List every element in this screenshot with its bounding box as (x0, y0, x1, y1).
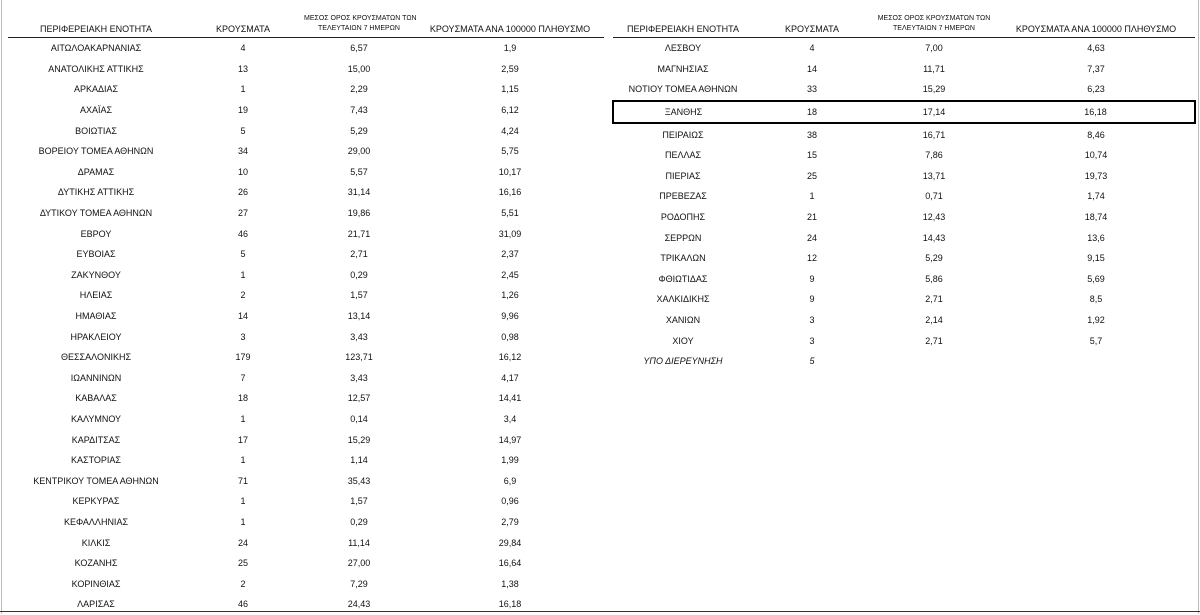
per-100k-cell: 10,74 (1084, 150, 1108, 161)
cases-cell: 38 (806, 129, 817, 140)
table-row (613, 38, 1195, 59)
per-100k-cell: 16,16 (498, 187, 522, 198)
region-cell: ΚΙΛΚΙΣ (81, 537, 111, 548)
region-cell: ΚΟΡΙΝΘΙΑΣ (71, 578, 121, 589)
cases-cell: 71 (237, 475, 248, 486)
region-cell: ΒΟΙΩΤΙΑΣ (75, 125, 117, 136)
cases-cell: 46 (237, 599, 248, 610)
region-cell: ΔΥΤΙΚΟΥ ΤΟΜΕΑ ΑΘΗΝΩΝ (39, 208, 153, 219)
region-cell: ΡΟΔΟΠΗΣ (660, 212, 706, 223)
avg-7day-cell: 16,71 (922, 129, 946, 140)
per-100k-cell: 4,63 (1087, 43, 1105, 54)
cases-cell: 1 (240, 496, 246, 507)
avg-7day-cell: 7,29 (350, 578, 368, 589)
cases-cell: 9 (809, 273, 815, 284)
region-cell: ΑΧΑΪΑΣ (79, 105, 113, 116)
per-100k-header: ΚΡΟΥΣΜΑΤΑ ΑΝΑ 100000 ΠΛΗΘΥΣΜΟ (997, 14, 1195, 38)
table-row (613, 330, 1195, 351)
region-cell: ΚΑΡΔΙΤΣΑΣ (71, 434, 121, 445)
table-row (8, 141, 604, 162)
region-cell: ΚΑΛΥΜΝΟΥ (70, 413, 122, 424)
table-row (8, 470, 604, 491)
region-cell: ΝΟΤΙΟΥ ΤΟΜΕΑ ΑΘΗΝΩΝ (628, 84, 738, 95)
per-100k-cell: 8,46 (1087, 129, 1105, 140)
table-row (613, 351, 1195, 372)
avg-7day-cell: 0,71 (925, 191, 943, 202)
avg-7day-cell: 17,14 (871, 101, 997, 124)
cases-cell: 33 (806, 84, 817, 95)
region-header: ΠΕΡΙΦΕΡΕΙΑΚΗ ΕΝΟΤΗΤΑ (8, 14, 184, 38)
avg-7day-cell: 11,71 (923, 63, 945, 74)
per-100k-cell: 1,26 (501, 290, 519, 301)
per-100k-cell: 6,23 (1087, 84, 1105, 95)
region-cell: ΗΜΑΘΙΑΣ (75, 311, 117, 322)
per-100k-cell: 5,69 (1087, 273, 1105, 284)
table-row (8, 162, 604, 183)
per-100k-cell: 2,37 (501, 249, 519, 260)
avg-7day-cell: 1,57 (350, 496, 368, 507)
region-header: ΠΕΡΙΦΕΡΕΙΑΚΗ ΕΝΟΤΗΤΑ (613, 14, 753, 38)
avg-7day-cell: 5,29 (350, 125, 368, 136)
region-cell: ΚΟΖΑΝΗΣ (74, 558, 118, 569)
avg-7day-cell: 7,00 (925, 43, 943, 54)
table-row (8, 265, 604, 286)
cases-cell: 1 (240, 269, 246, 280)
bottom-rule (0, 611, 1200, 612)
cases-cell: 1 (809, 191, 815, 202)
table-row (8, 429, 604, 450)
per-100k-cell: 1,9 (503, 43, 517, 54)
cases-cell: 1 (240, 413, 246, 424)
per-100k-cell: 5,75 (501, 146, 519, 157)
cases-cell: 15 (806, 150, 817, 161)
avg-7day-cell: 15,00 (347, 63, 371, 74)
per-100k-cell: 5,51 (501, 208, 519, 219)
avg-header-line1: ΜΕΣΟΣ ΟΡΟΣ ΚΡΟΥΣΜΑΤΩΝ ΤΩΝ (877, 15, 991, 22)
region-cell: ΠΕΙΡΑΙΩΣ (662, 129, 704, 140)
region-cell: ΚΑΣΤΟΡΙΑΣ (71, 455, 121, 466)
per-100k-cell: 14,41 (498, 393, 522, 404)
region-cell: ΠΕΛΛΑΣ (664, 150, 702, 161)
table-row (8, 512, 604, 533)
cases-cell: 2 (240, 290, 246, 301)
region-cell: ΚΕΡΚΥΡΑΣ (72, 496, 120, 507)
per-100k-cell (997, 351, 1195, 372)
table-row (8, 59, 604, 80)
region-cell: ΚΑΒΑΛΑΣ (75, 393, 117, 404)
cases-cell: 46 (237, 228, 248, 239)
region-cell: ΔΡΑΜΑΣ (77, 166, 115, 177)
cases-cell: 27 (237, 208, 248, 219)
avg-7day-cell: 7,86 (925, 150, 943, 161)
table-row (8, 491, 604, 512)
avg-7day-cell: 2,71 (925, 294, 943, 305)
table-row (613, 123, 1195, 145)
region-cell: ΛΕΣΒΟΥ (664, 43, 702, 54)
region-cell: ΠΡΕΒΕΖΑΣ (659, 191, 707, 202)
cases-cell: 3 (809, 315, 815, 326)
table-row (613, 145, 1195, 166)
per-100k-header: ΚΡΟΥΣΜΑΤΑ ΑΝΑ 100000 ΠΛΗΘΥΣΜΟ (416, 14, 604, 38)
per-100k-cell: 7,37 (1087, 63, 1105, 74)
region-cell: ΕΒΡΟΥ (80, 228, 112, 239)
cases-cell: 18 (237, 393, 248, 404)
cases-cell: 13 (237, 63, 248, 74)
left-cases-table (8, 14, 604, 615)
avg-7day-cell: 29,00 (347, 146, 371, 157)
per-100k-cell: 29,84 (498, 537, 522, 548)
avg-7day-header (871, 14, 997, 38)
per-100k-cell: 0,96 (501, 496, 519, 507)
cases-header: ΚΡΟΥΣΜΑΤΑ (753, 14, 871, 38)
table-row (8, 532, 604, 553)
per-100k-cell: 1,38 (501, 578, 519, 589)
table-row (613, 227, 1195, 248)
avg-7day-cell: 1,57 (350, 290, 368, 301)
avg-7day-cell: 2,14 (925, 315, 943, 326)
cases-cell: 26 (237, 187, 248, 198)
avg-7day-cell: 0,29 (350, 269, 368, 280)
table-row (613, 166, 1195, 187)
region-cell: ΚΕΦΑΛΛΗΝΙΑΣ (63, 516, 129, 527)
avg-7day-cell: 19,86 (347, 208, 371, 219)
region-cell: ΖΑΚΥΝΘΟΥ (71, 269, 121, 280)
avg-7day-cell: 5,57 (350, 166, 368, 177)
region-cell: ΛΑΡΙΣΑΣ (77, 599, 115, 610)
region-cell: ΣΕΡΡΩΝ (664, 232, 702, 243)
per-100k-cell: 3,4 (503, 413, 517, 424)
table-row (8, 244, 604, 265)
table-row (8, 573, 604, 594)
region-cell: ΧΑΝΙΩΝ (665, 315, 701, 326)
avg-7day-cell: 15,29 (347, 434, 371, 445)
per-100k-cell: 1,74 (1087, 191, 1105, 202)
region-cell: ΕΥΒΟΙΑΣ (76, 249, 116, 260)
cases-header: ΚΡΟΥΣΜΑΤΑ (184, 14, 302, 38)
region-cell: ΘΕΣΣΑΛΟΝΙΚΗΣ (60, 352, 132, 363)
cases-cell: 9 (809, 294, 815, 305)
avg-7day-header (302, 14, 416, 38)
avg-7day-cell: 13,14 (347, 311, 371, 322)
region-cell: ΤΡΙΚΑΛΩΝ (660, 253, 706, 264)
per-100k-cell: 16,18 (997, 101, 1195, 124)
per-100k-cell: 1,92 (1087, 315, 1105, 326)
avg-7day-cell: 123,71 (345, 352, 373, 363)
per-100k-cell: 6,9 (503, 475, 517, 486)
table-row (8, 100, 604, 121)
right-table-body (613, 38, 1195, 372)
table-row (8, 203, 604, 224)
table-row (8, 409, 604, 430)
avg-7day-cell: 27,00 (347, 558, 371, 569)
avg-7day-cell: 2,71 (350, 249, 368, 260)
left-table-body (8, 38, 604, 615)
table-row (8, 79, 604, 100)
per-100k-cell: 2,59 (501, 63, 519, 74)
avg-7day-cell: 24,43 (347, 599, 371, 610)
region-cell: ΦΘΙΩΤΙΔΑΣ (658, 273, 708, 284)
cases-cell: 17 (237, 434, 248, 445)
table-row (8, 388, 604, 409)
avg-7day-cell: 35,43 (347, 475, 371, 486)
region-cell: ΗΛΕΙΑΣ (79, 290, 113, 301)
table-row (8, 368, 604, 389)
per-100k-cell: 16,12 (498, 352, 522, 363)
cases-cell: 179 (235, 352, 251, 363)
avg-7day-cell: 0,29 (350, 516, 368, 527)
per-100k-cell: 31,09 (498, 228, 522, 239)
avg-header-line2: ΤΕΛΕΥΤΑΙΩΝ 7 ΗΜΕΡΩΝ (893, 25, 975, 32)
per-100k-cell: 9,96 (501, 311, 519, 322)
avg-7day-cell: 2,71 (925, 335, 943, 346)
per-100k-cell: 0,98 (501, 331, 519, 342)
table-row (8, 347, 604, 368)
avg-header-line1: ΜΕΣΟΣ ΟΡΟΣ ΚΡΟΥΣΜΑΤΩΝ ΤΩΝ (304, 15, 417, 22)
cases-cell: 1 (240, 455, 246, 466)
per-100k-cell: 2,79 (501, 516, 519, 527)
avg-7day-cell: 13,71 (922, 170, 946, 181)
avg-7day-cell: 5,86 (925, 273, 943, 284)
cases-cell: 5 (240, 125, 246, 136)
cases-cell: 34 (237, 146, 248, 157)
region-cell: ΑΡΚΑΔΙΑΣ (73, 84, 119, 95)
avg-7day-cell: 3,43 (350, 372, 368, 383)
region-cell: ΧΑΛΚΙΔΙΚΗΣ (656, 294, 710, 305)
per-100k-cell: 13,6 (1087, 232, 1105, 243)
cases-cell: 5 (809, 356, 815, 367)
per-100k-cell: 4,24 (501, 125, 519, 136)
region-cell: ΗΡΑΚΛΕΙΟΥ (70, 331, 122, 342)
per-100k-cell: 18,74 (1084, 212, 1108, 223)
table-row (8, 223, 604, 244)
region-cell: ΞΑΝΘΗΣ (613, 101, 753, 124)
right-cases-table (612, 14, 1196, 372)
region-cell: ΜΑΓΝΗΣΙΑΣ (657, 63, 709, 74)
avg-7day-cell: 7,43 (350, 105, 368, 116)
table-row (613, 269, 1195, 290)
avg-7day-cell: 31,14 (347, 187, 371, 198)
table-row (8, 450, 604, 471)
region-cell: ΧΙΟΥ (672, 335, 694, 346)
region-cell: ΑΝΑΤΟΛΙΚΗΣ ΑΤΤΙΚΗΣ (48, 63, 144, 74)
per-100k-cell: 16,64 (498, 558, 522, 569)
cases-cell: 12 (806, 253, 817, 264)
table-row (613, 59, 1195, 80)
cases-cell: 21 (806, 212, 817, 223)
cases-cell: 2 (240, 578, 246, 589)
cases-cell: 3 (240, 331, 246, 342)
avg-7day-cell: 14,43 (922, 232, 946, 243)
avg-7day-cell: 6,57 (350, 43, 368, 54)
per-100k-cell: 19,73 (1084, 170, 1108, 181)
cases-cell: 7 (240, 372, 246, 383)
per-100k-cell: 10,17 (498, 166, 522, 177)
per-100k-cell: 6,12 (501, 105, 519, 116)
cases-cell: 5 (240, 249, 246, 260)
region-cell: ΚΕΝΤΡΙΚΟΥ ΤΟΜΕΑ ΑΘΗΝΩΝ (33, 475, 159, 486)
left-header-row (8, 14, 604, 38)
avg-7day-cell: 12,57 (347, 393, 371, 404)
table-row (8, 120, 604, 141)
table-row (8, 306, 604, 327)
avg-7day-cell: 12,43 (922, 212, 946, 223)
highlighted-table-row (613, 101, 1195, 124)
per-100k-cell: 14,97 (498, 434, 522, 445)
avg-7day-cell (871, 351, 997, 372)
avg-7day-cell: 21,71 (347, 228, 371, 239)
cases-cell: 1 (240, 84, 246, 95)
cases-cell: 1 (240, 516, 246, 527)
avg-7day-cell: 2,29 (350, 84, 368, 95)
table-row (613, 248, 1195, 269)
per-100k-cell: 5,7 (1089, 335, 1103, 346)
avg-7day-cell: 11,14 (348, 537, 370, 548)
table-row (613, 289, 1195, 310)
per-100k-cell: 2,45 (501, 269, 519, 280)
cases-cell: 25 (237, 558, 248, 569)
cases-cell: 14 (806, 63, 817, 74)
per-100k-cell: 16,18 (498, 599, 522, 610)
region-cell: ΠΙΕΡΙΑΣ (665, 170, 701, 181)
table-row (613, 79, 1195, 101)
per-100k-cell: 9,15 (1087, 253, 1105, 264)
table-row (8, 285, 604, 306)
per-100k-cell: 4,17 (501, 372, 519, 383)
table-row (8, 553, 604, 574)
table-row (613, 207, 1195, 228)
per-100k-cell: 8,5 (1089, 294, 1103, 305)
avg-7day-cell: 1,14 (350, 455, 368, 466)
cases-cell: 18 (753, 101, 871, 124)
table-row (8, 38, 604, 59)
avg-7day-cell: 0,14 (350, 413, 368, 424)
region-cell: ΒΟΡΕΙΟΥ ΤΟΜΕΑ ΑΘΗΝΩΝ (38, 146, 154, 157)
cases-cell: 10 (237, 166, 248, 177)
table-row (8, 182, 604, 203)
avg-header-line2: ΤΕΛΕΥΤΑΙΩΝ 7 ΗΜΕΡΩΝ (318, 25, 400, 32)
cases-cell: 3 (809, 335, 815, 346)
right-frame-line (1198, 0, 1199, 614)
region-cell: ΔΥΤΙΚΗΣ ΑΤΤΙΚΗΣ (57, 187, 135, 198)
region-cell: ΥΠΟ ΔΙΕΡΕΥΝΗΣΗ (643, 356, 723, 367)
table-row (613, 186, 1195, 207)
cases-cell: 25 (806, 170, 817, 181)
cases-cell: 24 (237, 537, 248, 548)
cases-cell: 4 (240, 43, 246, 54)
cases-cell: 14 (237, 311, 248, 322)
region-cell: ΑΙΤΩΛΟΑΚΑΡΝΑΝΙΑΣ (50, 43, 142, 54)
cases-cell: 4 (809, 43, 815, 54)
table-row (613, 310, 1195, 331)
avg-7day-cell: 5,29 (925, 253, 943, 264)
region-cell: ΙΩΑΝΝΙΝΩΝ (70, 372, 122, 383)
cases-cell: 19 (237, 105, 248, 116)
per-100k-cell: 1,15 (501, 84, 519, 95)
avg-7day-cell: 15,29 (922, 84, 946, 95)
left-frame-line (1, 0, 2, 614)
right-header-row (613, 14, 1195, 38)
avg-7day-cell: 3,43 (350, 331, 368, 342)
table-row (8, 326, 604, 347)
per-100k-cell: 1,99 (501, 455, 519, 466)
cases-cell: 24 (806, 232, 817, 243)
